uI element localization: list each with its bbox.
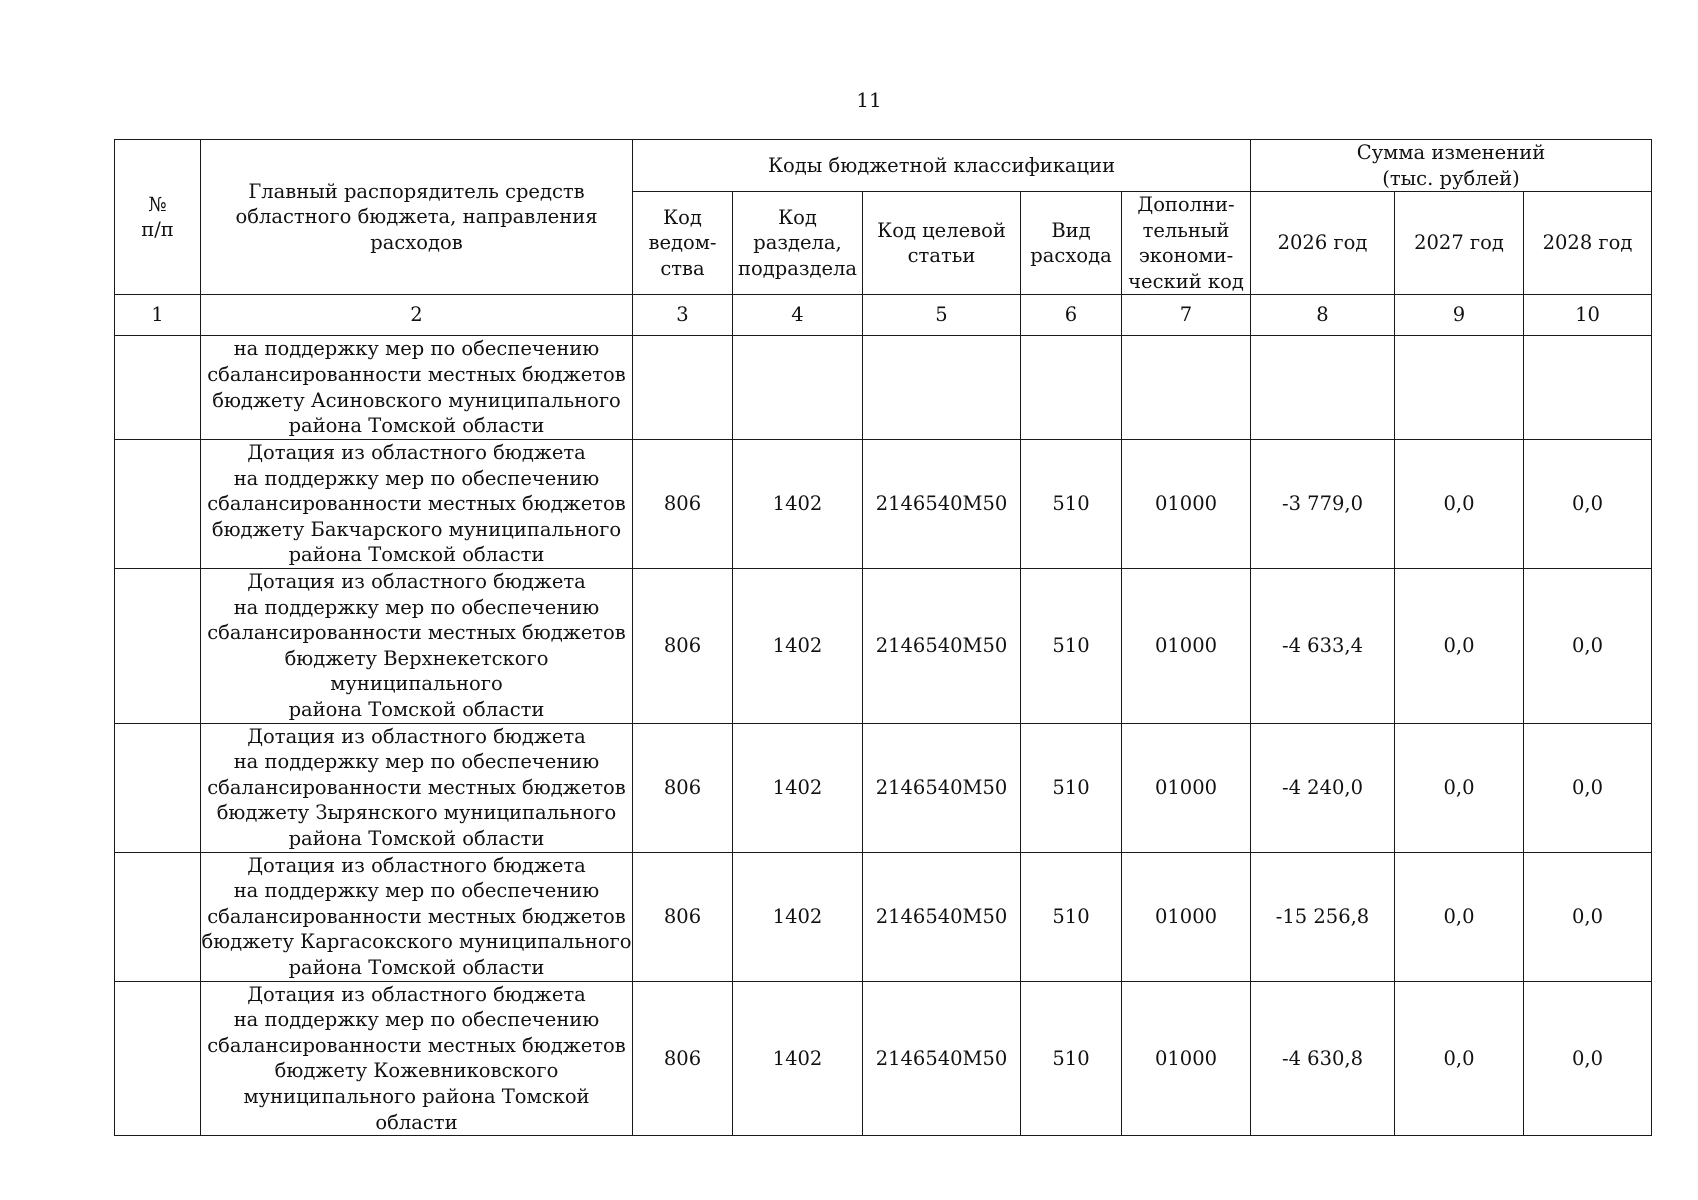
header-codes-group-label: Коды бюджетной классификации (767, 153, 1116, 177)
table-row (115, 569, 1652, 724)
header-code-dept (633, 192, 733, 295)
cell-dept: 806 (633, 981, 733, 1136)
cell-dept: 806 (633, 852, 733, 981)
cell-target: 2146540M50 (863, 723, 1021, 852)
header-row-groups (115, 140, 1652, 192)
cell-section: 1402 (733, 723, 863, 852)
header-code-section (733, 192, 863, 295)
cell-section: 1402 (733, 440, 863, 569)
cell-no (115, 852, 201, 981)
cell-2028: 0,0 (1524, 852, 1652, 981)
cell-section (733, 336, 863, 440)
cell-description: Дотация из областного бюджета на поддержку мер по обеспечению сбалансированности местных бюджетов бюджету Бакчарского муниципального района Томской области (201, 440, 633, 569)
header-num-label: № п/п (141, 192, 174, 241)
cell-2028: 0,0 (1524, 440, 1652, 569)
header-year-2028-label: 2028 год (1542, 231, 1633, 255)
header-code-section-label: Код раздела, подраздела (737, 205, 858, 280)
cell-extra: 01000 (1122, 569, 1251, 724)
cell-target: 2146540M50 (863, 569, 1021, 724)
cell-2027: 0,0 (1395, 852, 1524, 981)
header-sum-group-label: Сумма изменений (тыс. рублей) (1356, 141, 1546, 190)
table-row (115, 852, 1652, 981)
cell-2028 (1524, 336, 1652, 440)
cell-target: 2146540M50 (863, 440, 1021, 569)
header-year-2026 (1251, 192, 1395, 295)
cell-description: Дотация из областного бюджета на поддержку мер по обеспечению сбалансированности местных бюджетов бюджету Каргасокского муниципального района Томской области (201, 852, 633, 981)
header-distributor-label: Главный распорядитель средств областного бюджета, направления расходов (235, 179, 598, 254)
column-number: 7 (1122, 295, 1251, 336)
cell-extra (1122, 336, 1251, 440)
column-number: 6 (1021, 295, 1122, 336)
header-year-2027-label: 2027 год (1414, 231, 1504, 255)
cell-expense: 510 (1021, 852, 1122, 981)
header-distributor (201, 140, 633, 295)
cell-no (115, 336, 201, 440)
cell-expense: 510 (1021, 981, 1122, 1136)
cell-extra: 01000 (1122, 981, 1251, 1136)
table-row (115, 440, 1652, 569)
header-code-target-label: Код целевой статьи (877, 218, 1006, 267)
header-year-2026-label: 2026 год (1277, 231, 1368, 255)
column-number: 4 (733, 295, 863, 336)
cell-dept: 806 (633, 440, 733, 569)
cell-description: на поддержку мер по обеспечению сбалансированности местных бюджетов бюджету Асиновского муниципального района Томской области (201, 336, 633, 440)
cell-2027: 0,0 (1395, 981, 1524, 1136)
column-number: 9 (1395, 295, 1524, 336)
cell-description: Дотация из областного бюджета на поддержку мер по обеспечению сбалансированности местных бюджетов бюджету Верхнекетского муниципального района Томской области (201, 569, 633, 724)
cell-target (863, 336, 1021, 440)
cell-expense (1021, 336, 1122, 440)
header-code-dept-label: Код ведом- ства (648, 205, 717, 280)
cell-2026: -4 630,8 (1251, 981, 1395, 1136)
header-code-extra-label: Дополни- тельный экономи- ческий код (1128, 193, 1244, 293)
header-num (115, 140, 201, 295)
table-row (115, 981, 1652, 1136)
table-row (115, 723, 1652, 852)
cell-target: 2146540M50 (863, 852, 1021, 981)
column-number-row (115, 295, 1652, 336)
cell-section: 1402 (733, 852, 863, 981)
header-sum-group (1251, 140, 1652, 192)
column-number: 1 (115, 295, 201, 336)
cell-description: Дотация из областного бюджета на поддержку мер по обеспечению сбалансированности местных бюджетов бюджету Зырянского муниципального района Томской области (201, 723, 633, 852)
cell-2027 (1395, 336, 1524, 440)
header-code-expense (1021, 192, 1122, 295)
cell-no (115, 440, 201, 569)
header-year-2028 (1524, 192, 1652, 295)
cell-2026: -4 633,4 (1251, 569, 1395, 724)
cell-no (115, 569, 201, 724)
cell-expense: 510 (1021, 723, 1122, 852)
cell-2027: 0,0 (1395, 440, 1524, 569)
cell-dept (633, 336, 733, 440)
table-row (115, 336, 1652, 440)
cell-extra: 01000 (1122, 852, 1251, 981)
cell-extra: 01000 (1122, 723, 1251, 852)
header-code-target (863, 192, 1021, 295)
cell-2026: -15 256,8 (1251, 852, 1395, 981)
cell-2026 (1251, 336, 1395, 440)
cell-expense: 510 (1021, 440, 1122, 569)
cell-2027: 0,0 (1395, 569, 1524, 724)
cell-target: 2146540M50 (863, 981, 1021, 1136)
cell-2027: 0,0 (1395, 723, 1524, 852)
column-number: 8 (1251, 295, 1395, 336)
header-codes-group (633, 140, 1251, 192)
cell-no (115, 981, 201, 1136)
header-code-expense-label: Вид расхода (1030, 218, 1112, 267)
header-year-2027 (1395, 192, 1524, 295)
cell-section: 1402 (733, 569, 863, 724)
cell-section: 1402 (733, 981, 863, 1136)
header-code-extra (1122, 192, 1251, 295)
column-number: 3 (633, 295, 733, 336)
cell-2026: -3 779,0 (1251, 440, 1395, 569)
column-number: 10 (1524, 295, 1652, 336)
cell-no (115, 723, 201, 852)
cell-expense: 510 (1021, 569, 1122, 724)
cell-2028: 0,0 (1524, 981, 1652, 1136)
page-number: 11 (856, 88, 882, 112)
column-number: 5 (863, 295, 1021, 336)
cell-2026: -4 240,0 (1251, 723, 1395, 852)
cell-dept: 806 (633, 569, 733, 724)
cell-2028: 0,0 (1524, 569, 1652, 724)
cell-2028: 0,0 (1524, 723, 1652, 852)
cell-dept: 806 (633, 723, 733, 852)
budget-changes-table (114, 139, 1652, 1136)
column-number: 2 (201, 295, 633, 336)
cell-extra: 01000 (1122, 440, 1251, 569)
cell-description: Дотация из областного бюджета на поддержку мер по обеспечению сбалансированности местных бюджетов бюджету Кожевниковского муниципального района Томской области (201, 981, 633, 1136)
